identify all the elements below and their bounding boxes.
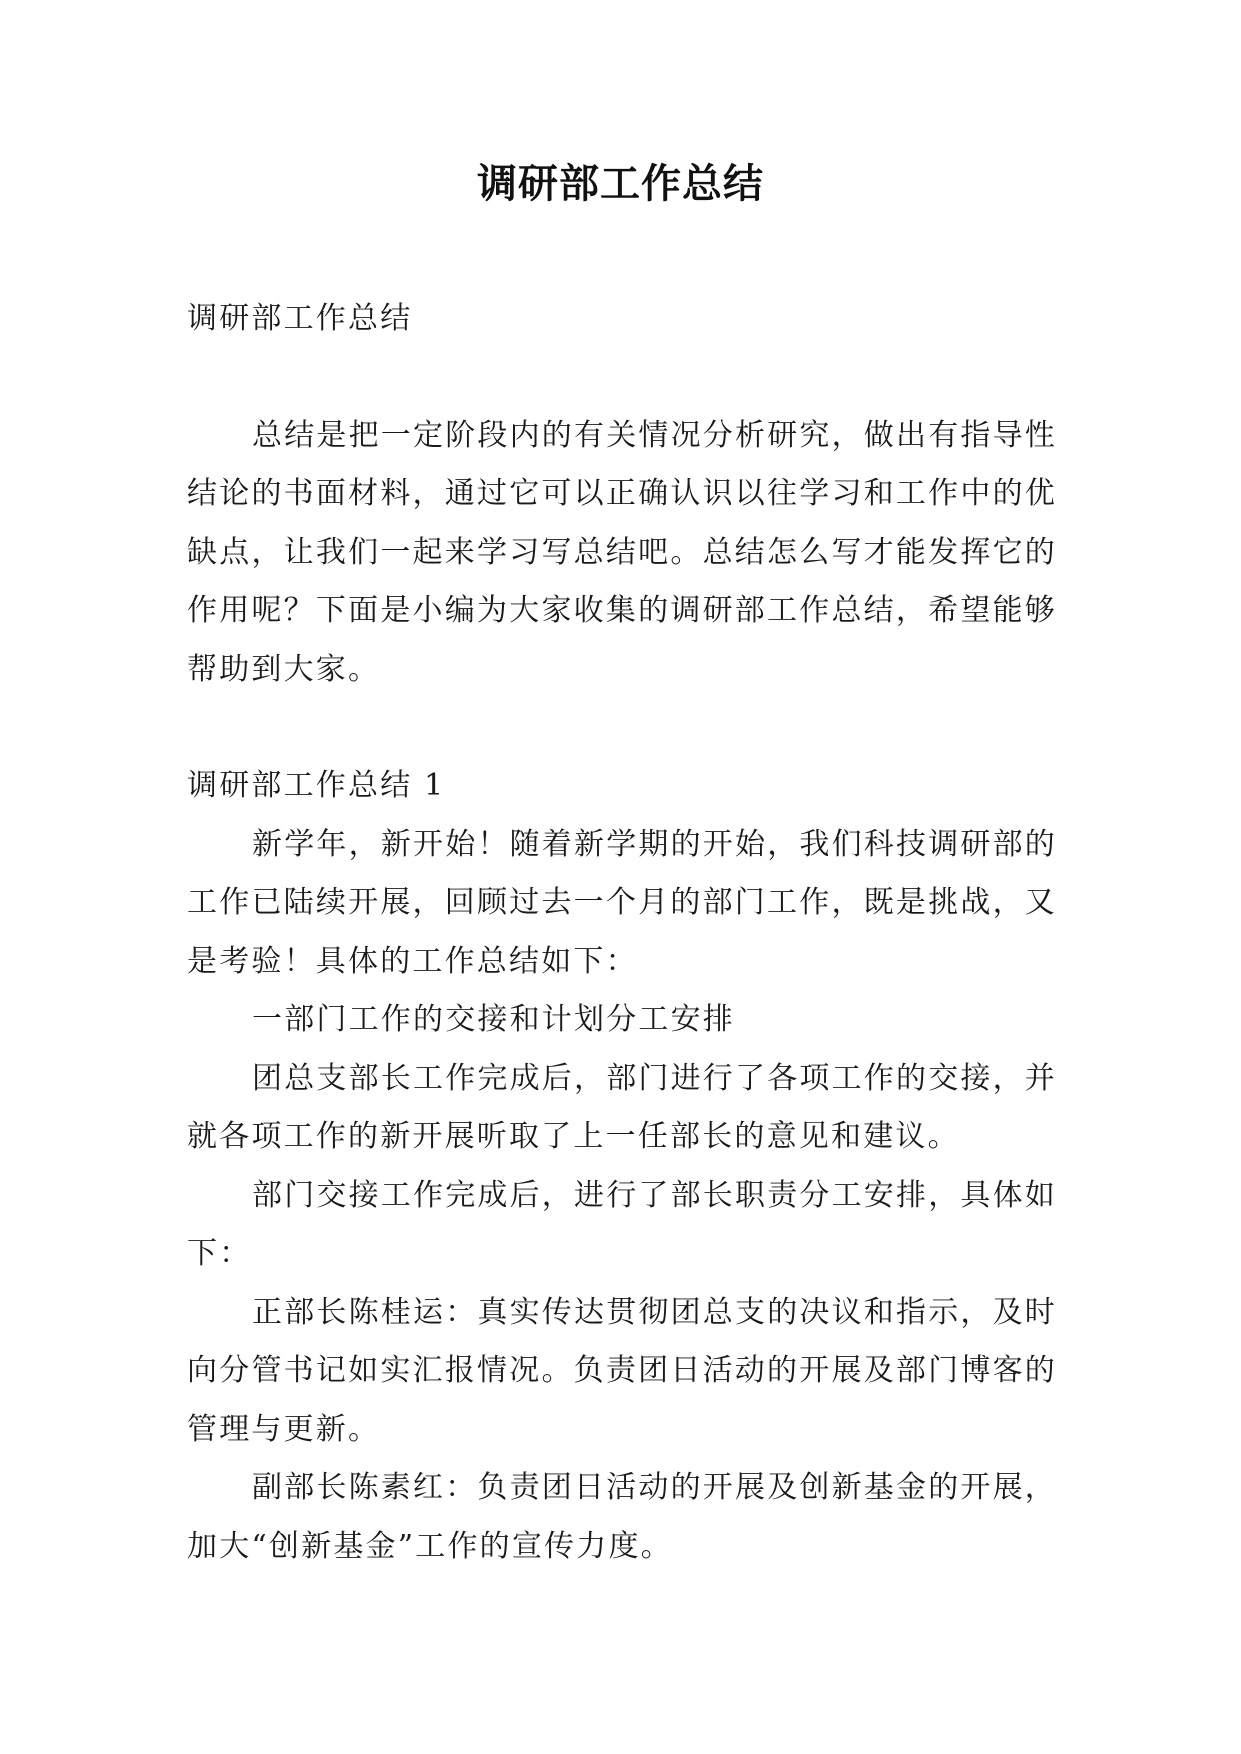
document-title: 调研部工作总结 [477,161,764,207]
intro-paragraph: 总结是把一定阶段内的有关情况分析研究，做出有指导性结论的书面材料，通过它可以正确认识以往学习和工作中的优缺点，让我们一起来学习写总结吧。总结怎么写才能发挥它的作用呢？下面是小编为大家收集的调研部工作总结，希望能够帮助到大家。 [187,417,1057,687]
paragraph-chief: 正部长陈桂运：真实传达贯彻团总支的决议和指示，及时向分管书记如实汇报情况。负责团日活动的开展及部门博客的管理与更新。 [187,1294,1057,1447]
subheading-handover: 一部门工作的交接和计划分工安排 [252,1002,735,1037]
section-heading: 调研部工作总结 1 [187,768,446,803]
document-body [187,290,1057,1576]
document-subtitle: 调研部工作总结 [187,301,413,336]
paragraph-opening: 新学年，新开始！随着新学期的开始，我们科技调研部的工作已陆续开展，回顾过去一个月的部门工作，既是挑战，又是考验！具体的工作总结如下： [187,826,1057,979]
paragraph-handover: 团总支部长工作完成后，部门进行了各项工作的交接，并就各项工作的新开展听取了上一任部长的意见和建议。 [187,1060,1057,1154]
paragraph-division: 部门交接工作完成后，进行了部长职责分工安排，具体如下： [187,1177,1057,1271]
paragraph-deputy: 副部长陈素红：负责团日活动的开展及创新基金的开展，加大“创新基金”工作的宣传力度。 [187,1470,1057,1564]
